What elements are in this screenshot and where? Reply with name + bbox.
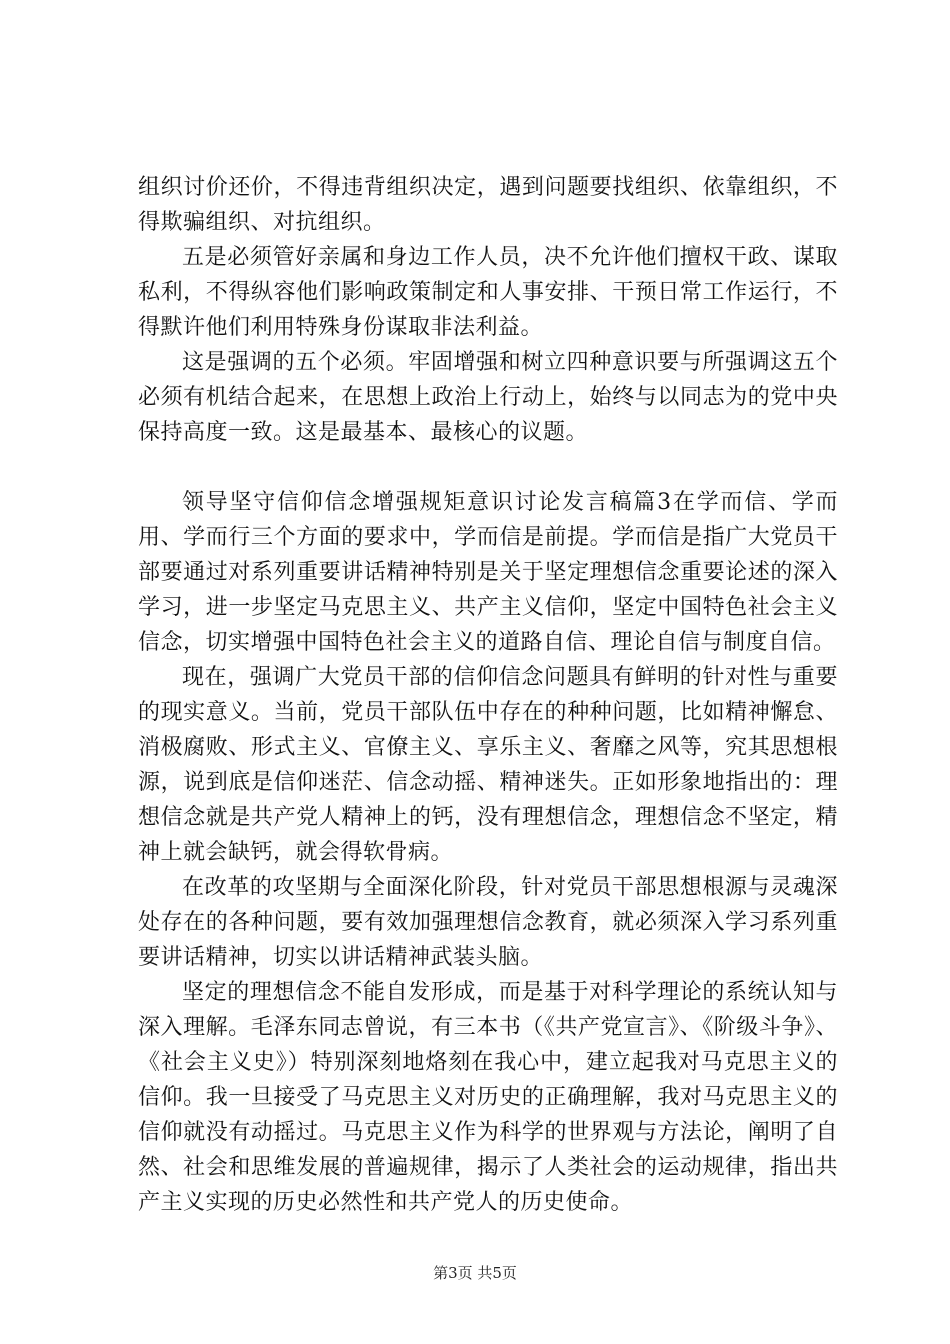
section-gap — [138, 450, 838, 485]
paragraph-five-musts-summary: 这是强调的五个必须。牢固增强和树立四种意识要与所强调这五个必须有机结合起来，在思想上政治上行动上，始终与以同志为的党中央保持高度一致。这是最基本、最核心的议题。 — [138, 350, 838, 445]
paragraph-reform-period: 在改革的攻坚期与全面深化阶段，针对党员干部思想根源与灵魂深处存在的各种问题，要有效加强理想信念教育，就必须深入学习系列重要讲话精神，切实以讲话精神武装头脑。 — [138, 875, 838, 970]
page-number-footer: 第3页 共5页 — [433, 1264, 517, 1282]
paragraph-current-significance: 现在，强调广大党员干部的信仰信念问题具有鲜明的针对性与重要的现实意义。当前，党员干部队伍中存在的种种问题，比如精神懈怠、消极腐败、形式主义、官僚主义、享乐主义、奢靡之风等，究其思想根源，说到底是信仰迷茫、信念动摇、精神迷失。正如形象地指出的：理想信念就是共产党人精神上的钙，没有理想信念，理想信念不坚定，精神上就会缺钙，就会得软骨病。 — [138, 665, 838, 865]
body-text — [138, 170, 838, 1220]
paragraph-five-musts-item: 五是必须管好亲属和身边工作人员，决不允许他们擅权干政、谋取私利，不得纵容他们影响政策制定和人事安排、干预日常工作运行，不得默许他们利用特殊身份谋取非法利益。 — [138, 245, 838, 340]
paragraph-firm-belief: 坚定的理想信念不能自发形成，而是基于对科学理论的系统认知与深入理解。毛泽东同志曾说，有三本书（《共产党宣言》、《阶级斗争》、《社会主义史》）特别深刻地烙刻在我心中，建立起我对马克思主义的信仰。我一旦接受了马克思主义对历史的正确理解，我对马克思主义的信仰就没有动摇过。马克思主义作为科学的世界观与方法论，阐明了自然、社会和思维发展的普遍规律，揭示了人类社会的运动规律，指出共产主义实现的历史必然性和共产党人的历史使命。 — [138, 980, 838, 1215]
paragraph-continuation: 组织讨价还价，不得违背组织决定，遇到问题要找组织、依靠组织，不得欺骗组织、对抗组织。 — [138, 175, 838, 235]
paragraph-section-3-intro: 领导坚守信仰信念增强规矩意识讨论发言稿篇3在学而信、学而用、学而行三个方面的要求中，学而信是前提。学而信是指广大党员干部要通过对系列重要讲话精神特别是关于坚定理想信念重要论述的深入学习，进一步坚定马克思主义、共产主义信仰，坚定中国特色社会主义信念，切实增强中国特色社会主义的道路自信、理论自信与制度自信。 — [138, 490, 838, 655]
